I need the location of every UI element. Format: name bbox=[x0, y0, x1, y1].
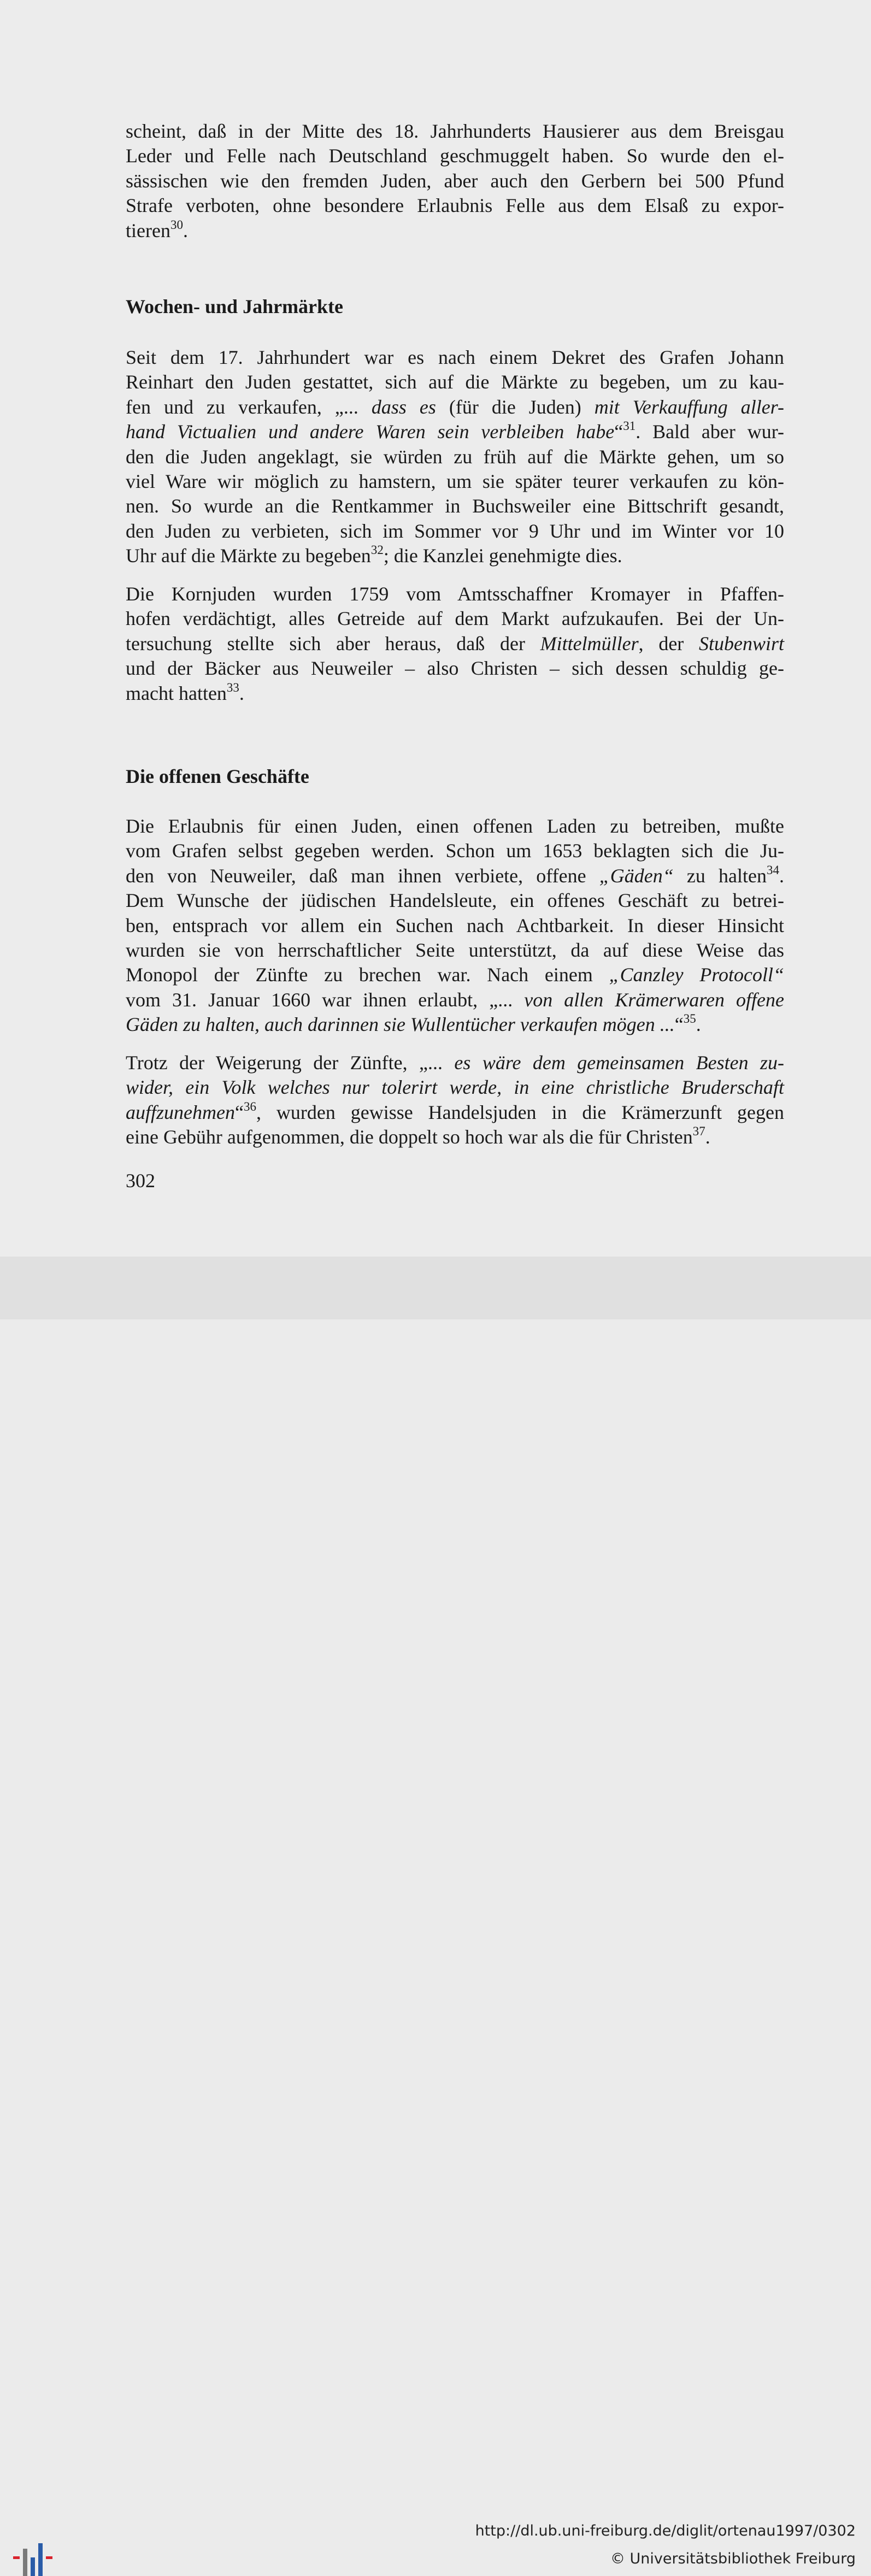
italic-span: „Canzley Protocoll“ bbox=[609, 964, 785, 986]
text-line: Die Erlaubnis für einen Juden, einen offenen Laden zu betreiben, mußte bbox=[126, 815, 784, 837]
text-span: Monopol der Zünfte zu brechen war. Nach einem bbox=[126, 964, 609, 986]
text-span: , der bbox=[638, 632, 699, 655]
text-line: Strafe verboten, ohne besondere Erlaubnis Felle aus dem Elsaß zu expor- bbox=[126, 194, 784, 217]
italic-span: Gäden zu halten, auch darinnen sie Wullentücher verkaufen mögen ... bbox=[126, 1013, 675, 1036]
text-span: zu halten bbox=[673, 864, 767, 887]
permalink-url[interactable]: http://dl.ub.uni-freiburg.de/diglit/ortenau1997/0302 bbox=[475, 2522, 856, 2539]
text-line: Leder und Felle nach Deutschland geschmuggelt haben. So wurde den el- bbox=[126, 145, 784, 167]
text-line bbox=[126, 544, 784, 568]
text-line bbox=[126, 681, 784, 706]
text-line bbox=[126, 988, 784, 1012]
footnote-ref-30: 30 bbox=[170, 217, 183, 232]
section-heading-offene-geschaefte: Die offenen Geschäfte bbox=[126, 765, 309, 787]
text-span: . bbox=[183, 219, 188, 241]
text-line bbox=[126, 1075, 784, 1100]
text-span: den von Neuweiler, daß man ihnen verbiete, offene bbox=[126, 864, 599, 887]
text-span: . bbox=[779, 864, 784, 887]
text-span: , wurden gewisse Handelsjuden in die Krämerzunft gegen bbox=[256, 1101, 784, 1123]
text-line bbox=[126, 219, 784, 243]
italic-span: „Gäden“ bbox=[599, 864, 674, 887]
text-span: fen und zu verkaufen, „... bbox=[126, 396, 372, 418]
footnote-ref-36: 36 bbox=[243, 1099, 256, 1113]
paragraph-5 bbox=[126, 1051, 784, 1150]
text-line bbox=[126, 963, 784, 987]
scanned-page bbox=[0, 0, 871, 1257]
paragraph-4 bbox=[126, 814, 784, 1038]
footnote-ref-32: 32 bbox=[370, 543, 384, 557]
text-line bbox=[126, 1125, 784, 1150]
text-line: sässischen wie den fremden Juden, aber auch den Gerbern bei 500 Pfund bbox=[126, 169, 784, 192]
text-span: eine Gebühr aufgenommen, die doppelt so hoch war als die für Christen bbox=[126, 1126, 693, 1148]
text-span: Uhr auf die Märkte zu begeben bbox=[126, 545, 371, 567]
italic-span: dass es bbox=[371, 396, 436, 418]
text-span: Trotz der Weigerung der Zünfte, „... bbox=[126, 1052, 455, 1074]
text-span: “ bbox=[614, 421, 623, 443]
footnote-ref-35: 35 bbox=[683, 1012, 696, 1026]
text-span: tersuchung stellte sich aber heraus, daß der bbox=[126, 632, 540, 655]
text-line bbox=[126, 632, 784, 656]
text-line: wurden sie von herrschaftlicher Seite unterstützt, da auf diese Weise das bbox=[126, 939, 784, 962]
text-span: macht hatten bbox=[126, 682, 227, 704]
italic-span: hand Victualien und andere Waren sein verbleiben habe bbox=[126, 421, 615, 443]
text-span: . bbox=[239, 682, 244, 704]
italic-span: von allen Krämerwaren offene bbox=[524, 988, 784, 1011]
text-line: und der Bäcker aus Neuweiler – also Christen – sich dessen schuldig ge- bbox=[126, 657, 784, 680]
text-line bbox=[126, 1100, 784, 1125]
italic-span: mit Verkauffung aller- bbox=[594, 396, 785, 418]
italic-span: Stubenwirt bbox=[698, 632, 784, 655]
text-line: scheint, daß in der Mitte des 18. Jahrhunderts Hausierer aus dem Breisgau bbox=[126, 120, 784, 142]
text-span: tieren bbox=[126, 219, 170, 241]
paragraph-1 bbox=[126, 119, 784, 243]
text-line: Dem Wunsche der jüdischen Handelsleute, ein offenes Geschäft zu betrei- bbox=[126, 889, 784, 912]
italic-span: wider, ein Volk welches nur tolerirt werde, in eine christliche Bruderschaft bbox=[126, 1076, 784, 1099]
text-span: . bbox=[696, 1013, 701, 1036]
text-span: vom 31. Januar 1660 war ihnen erlaubt, „... bbox=[126, 988, 525, 1011]
viewer-footer bbox=[0, 1257, 871, 2567]
text-line: viel Ware wir möglich zu hamstern, um sie später teurer verkaufen zu kön- bbox=[126, 470, 784, 493]
copyright-notice: © Universitätsbibliothek Freiburg bbox=[610, 2550, 856, 2567]
text-line: nen. So wurde an die Rentkammer in Buchsweiler eine Bittschrift gesandt, bbox=[126, 495, 784, 517]
text-line: Die Kornjuden wurden 1759 vom Amtsschaffner Kromayer in Pfaffen- bbox=[126, 583, 784, 605]
ub-freiburg-logo-icon bbox=[10, 2543, 59, 2576]
italic-span: es wäre dem gemeinsamen Besten zu- bbox=[454, 1052, 784, 1074]
text-span: . Bald aber wur- bbox=[635, 421, 784, 443]
text-line: Seit dem 17. Jahrhundert war es nach einem Dekret des Grafen Johann bbox=[126, 346, 784, 368]
paragraph-3 bbox=[126, 582, 784, 706]
italic-span: Mittelmüller bbox=[540, 632, 639, 655]
footnote-ref-34: 34 bbox=[766, 863, 779, 877]
text-span: (für die Juden) bbox=[436, 396, 595, 418]
text-span: “ bbox=[234, 1101, 244, 1123]
text-line: ben, entsprach vor allem ein Suchen nach Achtbarkeit. In dieser Hinsicht bbox=[126, 914, 784, 936]
text-line: den Juden zu verbieten, sich im Sommer vor 9 Uhr und im Winter vor 10 bbox=[126, 520, 784, 542]
paragraph-2 bbox=[126, 345, 784, 569]
footnote-ref-33: 33 bbox=[226, 680, 239, 694]
text-line: vom Grafen selbst gegeben werden. Schon um 1653 beklagten sich die Ju- bbox=[126, 840, 784, 862]
text-line bbox=[126, 864, 784, 888]
text-span: ; die Kanzlei genehmigte dies. bbox=[383, 545, 622, 567]
text-line bbox=[126, 420, 784, 444]
text-span: . bbox=[705, 1126, 710, 1148]
text-line: den die Juden angeklagt, sie würden zu früh auf die Märkte gehen, um so bbox=[126, 445, 784, 468]
page-number: 302 bbox=[126, 1170, 155, 1192]
text-span: “ bbox=[674, 1013, 684, 1036]
text-line bbox=[126, 1012, 784, 1037]
italic-span: auffzunehmen bbox=[126, 1101, 235, 1123]
footnote-ref-31: 31 bbox=[623, 419, 636, 433]
text-line: Reinhart den Juden gestattet, sich auf die Märkte zu begeben, um zu kau- bbox=[126, 371, 784, 393]
text-line bbox=[126, 395, 784, 420]
text-line bbox=[126, 1051, 784, 1075]
footnote-ref-37: 37 bbox=[692, 1124, 705, 1139]
text-line: hofen verdächtigt, alles Getreide auf dem Markt aufzukaufen. Bei der Un- bbox=[126, 608, 784, 630]
section-heading-wochen-jahrmaerkte: Wochen- und Jahrmärkte bbox=[126, 296, 344, 317]
